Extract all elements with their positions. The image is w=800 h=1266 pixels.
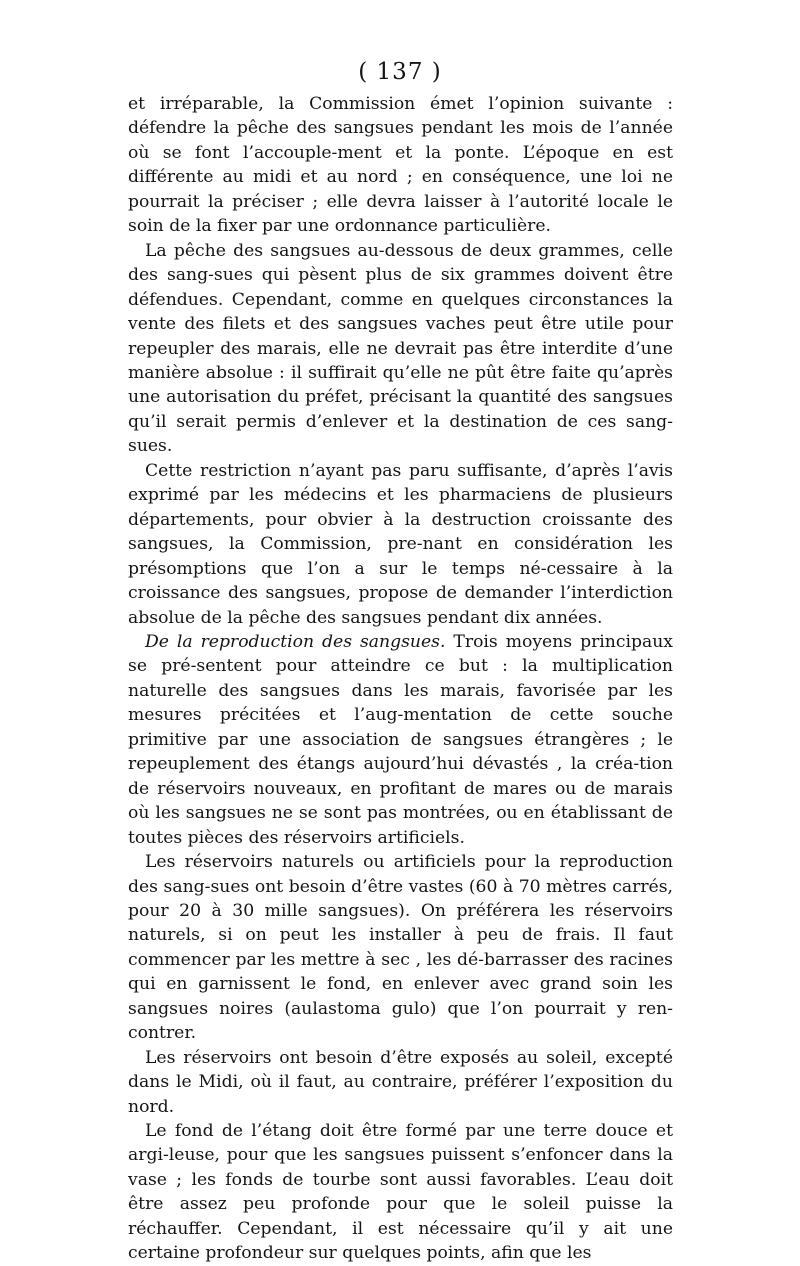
page-number: ( 137 ) [358, 59, 442, 85]
paragraph-fishing-ban: Cette restriction n’ayant pas paru suffisante, d’après l’avis exprimé par les médecins et les pharmaciens de plusieurs départements, pour obvier à la destruction croissante des sangsues, la Commission, pre-nant en considération les présomptions que l’on a sur le temps né-cessaire à la croissance des sangsues, propose de demander l’interdiction absolue de la pêche des sangsues pendant dix années. [128, 460, 673, 628]
paragraph-reproduction [128, 630, 673, 850]
page-body [128, 92, 673, 1266]
paragraph-reservoirs-size: Les réservoirs naturels ou artificiels pour la reproduction des sang-sues ont besoin d’être vastes (60 à 70 mètres carrés, pour 20 à 30 mille sangsues). On préférera les réservoirs naturels, si on peut les installer à peu de frais. Il faut commencer par les mettre à sec , les dé-barrasser des racines qui en garnissent le fond, en enlever avec grand soin les sangsues noires (aulastoma gulo) que l’on pourrait y ren-contrer. [128, 852, 673, 1044]
paragraph-reproduction-body: Trois moyens principaux se pré-sentent pour atteindre ce but : la multiplication naturelle des sangsues dans les marais, favorisée par les mesures précitées et l’aug-mentation de cette souche primitive par une association de sangsues étrangères ; le repeuplement des étangs aujourd’hui dévastés , la créa-tion de réservoirs nouveaux, en profitant de mares ou de marais où les sangsues ne se sont pas montrées, ou en établissant de toutes pièces des réservoirs artificiels. [128, 631, 673, 848]
paragraph-commission-opinion: et irréparable, la Commission émet l’opinion suivante : défendre la pêche des sangsues pendant les mois de l’année où se font l’accouple-ment et la ponte. L’époque en est différente au midi et au nord ; en conséquence, une loi ne pourrait la préciser ; elle devra laisser à l’autorité locale le soin de la fixer par une ordonnance particulière. [128, 94, 673, 237]
section-heading-reproduction: De la reproduction des sangsues. [145, 631, 446, 652]
paragraph-pond-bottom: Le fond de l’étang doit être formé par une terre douce et argi-leuse, pour que les sangsues puissent s’enfoncer dans la vase ; les fonds de tourbe sont aussi favorables. L’eau doit être assez peu profonde pour que le soleil puisse la réchauffer. Cependant, il est nécessaire qu’il y ait une certaine profondeur sur quelques points, afin que les [128, 1121, 673, 1264]
paragraph-sun-exposure: Les réservoirs ont besoin d’être exposés au soleil, excepté dans le Midi, où il faut, au contraire, préférer l’exposition du nord. [128, 1047, 673, 1117]
paragraph-weight-restriction: La pêche des sangsues au-dessous de deux grammes, celle des sang-sues qui pèsent plus de six grammes doivent être défendues. Cependant, comme en quelques circonstances la vente des filets et des sangsues vaches peut être utile pour repeupler des marais, elle ne devrait pas être interdite d’une manière absolue : il suffirait qu’elle ne pût être faite qu’après une autorisation du préfet, précisant la quantité des sangsues qu’il serait permis d’enlever et la destination de ces sang-sues. [128, 240, 673, 457]
